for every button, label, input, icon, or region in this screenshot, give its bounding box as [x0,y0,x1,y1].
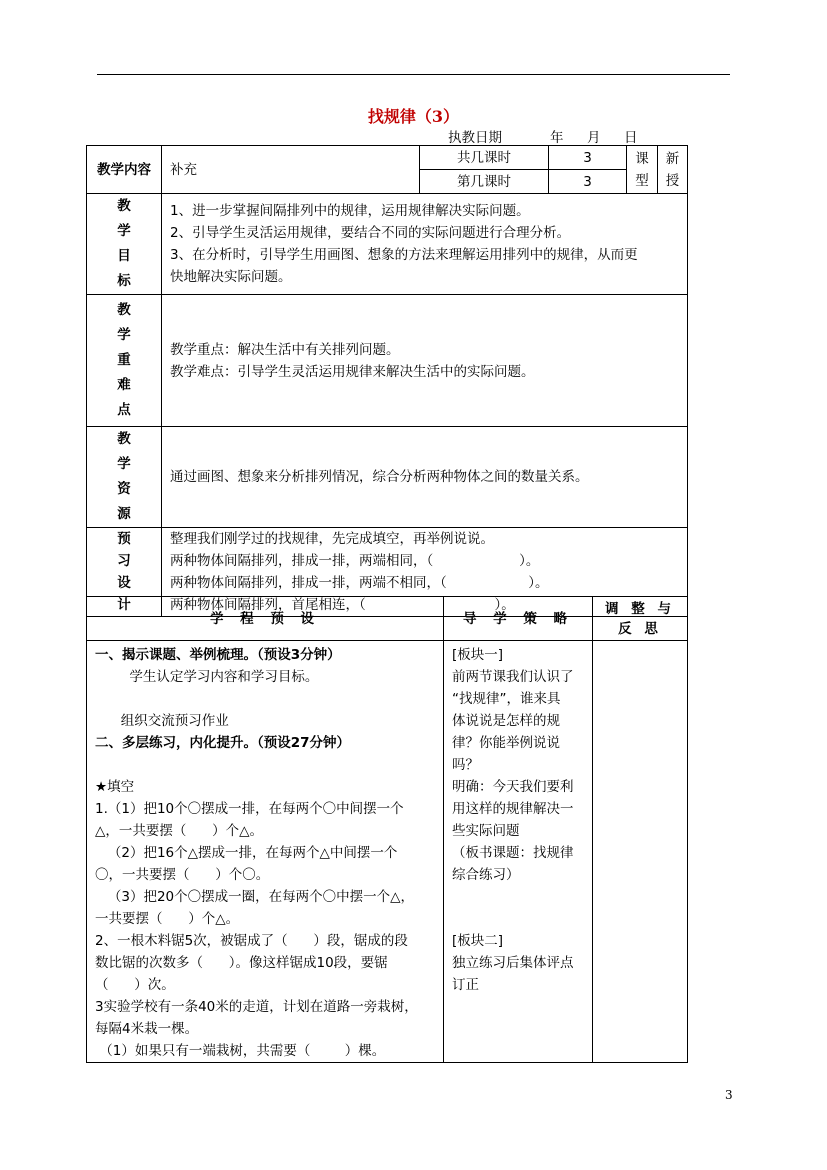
keypoints-content [162,295,688,427]
strategy-line: 独立练习后集体评点 [452,955,574,971]
process-line: 3实验学校有一条40米的走道，计划在道路一旁栽树， [95,999,418,1015]
process-line [95,754,437,776]
process-line: （2）把16个△摆成一排，在每两个△中间摆一个 [95,845,398,861]
strategy-line: 体说说是怎样的规 [452,713,560,729]
process-content [87,641,444,1063]
process-header: 学 程 预 设 [87,597,444,641]
lesson-type-value: 新 授 [658,146,688,194]
process-line: 每隔4米栽一棵。 [95,1021,199,1037]
total-hours-label: 共几课时 [420,146,549,170]
process-line: （1）如果只有一端栽树，共需要（ ）棵。 [95,1043,386,1059]
process-line: （3）把20个〇摆成一圈，在每两个〇中摆一个△， [95,889,415,905]
which-hour-value: 3 [549,170,627,194]
lesson-process-table [86,596,688,1063]
date-day: 日 [624,130,638,146]
process-line: 二、多层练习，内化提升。（预设27分钟） [95,735,351,751]
strategy-line: 综合练习） [452,867,520,883]
goal-item: 快地解决实际问题。 [170,269,292,285]
strategy-content [444,641,593,1063]
strategy-line [452,886,586,908]
strategy-header: 导 学 策 略 [444,597,593,641]
date-label: 执教日期 [448,130,502,146]
goal-item: 2、引导学生灵活运用规律，要结合不同的实际问题进行合理分析。 [170,225,571,241]
date-year: 年 [550,130,564,146]
keypoints-label: 教 学 重 难 点 [87,295,162,427]
process-line: 学生认定学习内容和学习目标。 [95,669,319,685]
goal-item: 1、进一步掌握间隔排列中的规律，运用规律解决实际问题。 [170,203,530,219]
strategy-line: （板书课题：找规律 [452,845,574,861]
date-month: 月 [587,130,601,146]
page-number: 3 [725,1088,733,1102]
strategy-line: 些实际问题 [452,823,520,839]
strategy-line: 前两节课我们认识了 [452,669,574,685]
strategy-line: [板块二] [452,933,504,949]
process-line: 〇，一共要摆（ ）个〇。 [95,867,270,883]
header-rule [97,74,730,75]
process-line: 1.（1）把10个〇摆成一排，在每两个〇中间摆一个 [95,801,404,817]
keypoint-item: 教学重点：解决生活中有关排列问题。 [170,341,400,358]
lesson-type-label: 课 型 [627,146,658,194]
content-label: 教学内容 [87,146,162,194]
page-title: 找规律（3） [367,107,460,126]
which-hour-label: 第几课时 [420,170,549,194]
strategy-line: 用这样的规律解决一 [452,801,574,817]
strategy-line: “找规律”，谁来具 [452,691,561,707]
strategy-line: 明确：今天我们要利 [452,779,574,795]
reflection-content [593,641,688,1063]
strategy-line: [板块一] [452,647,504,663]
process-line: △，一共要摆（ ）个△。 [95,823,264,839]
process-line: 一、揭示课题、举例梳理。（预设3分钟） [95,647,341,663]
preview-item: 两种物体间隔排列，排成一排，两端相同，（ ）。 [170,553,540,569]
strategy-line: 吗？ [452,757,479,773]
preview-item: 整理我们刚学过的找规律，先完成填空，再举例说说。 [170,531,494,547]
process-line: ★填空 [95,779,135,795]
content-value: 补充 [162,146,420,194]
resources-content: 通过画图、想象来分析排列情况，综合分析两种物体之间的数量关系。 [162,427,688,528]
process-line: 2、一根木料锯5次，被锯成了（ ）段，锯成的段 [95,933,408,949]
reflection-header: 调 整 与 反 思 [593,597,688,641]
goals-content [162,194,688,295]
strategy-line: 律？你能举例说说 [452,735,560,751]
preview-item: 两种物体间隔排列，首尾相连，（ ）。 [170,597,515,613]
process-line: （ ）次。 [95,977,175,993]
goals-label: 教 学 目 标 [87,194,162,295]
process-line [95,688,437,710]
total-hours-value: 3 [549,146,627,170]
preview-item: 两种物体间隔排列，排成一排，两端不相同，（ ）。 [170,575,549,591]
process-line: 一共要摆（ ）个△。 [95,911,240,927]
keypoint-item: 教学难点：引导学生灵活运用规律来解决生活中的实际问题。 [170,363,535,380]
process-line: 组织交流预习作业 [95,713,229,729]
process-line: 数比锯的次数多（ ）。像这样锯成10段，要锯 [95,955,388,971]
lesson-info-table [86,145,688,617]
goal-item: 3、在分析时，引导学生用画图、想象的方法来理解运用排列中的规律，从而更 [170,247,638,263]
strategy-line: 订正 [452,977,479,993]
resources-label: 教 学 资 源 [87,427,162,528]
preview-label: 预 习 设 计 [87,528,162,617]
strategy-line [452,908,586,930]
